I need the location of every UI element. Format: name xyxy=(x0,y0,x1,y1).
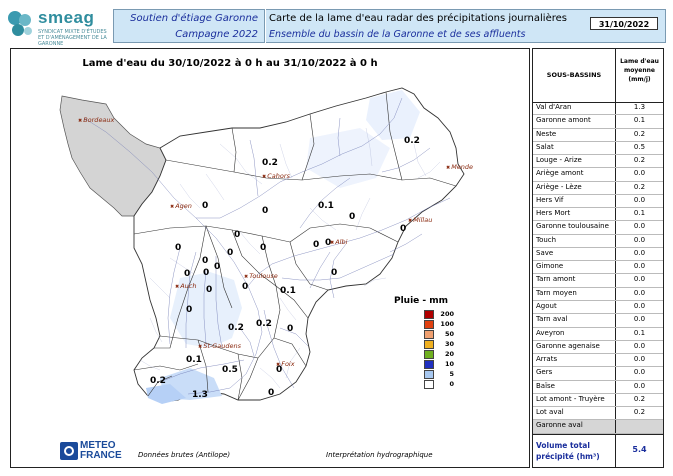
legend-item xyxy=(394,329,454,339)
city-label: ✖ Bordeaux xyxy=(78,116,114,124)
legend-value: 30 xyxy=(444,340,454,348)
map-value: 0.1 xyxy=(318,201,334,211)
legend-swatch xyxy=(424,320,434,329)
subbasin-value: 0.0 xyxy=(633,355,646,364)
campaign-line1: Soutien d'étiage Garonne xyxy=(130,13,258,24)
subbasin-name: Tarn aval xyxy=(536,315,568,324)
map-value: 0 xyxy=(202,256,209,266)
map-value: 0.5 xyxy=(222,365,238,375)
subbasin-value: 0.0 xyxy=(633,288,646,297)
table-row xyxy=(533,235,663,248)
map-value: 1.3 xyxy=(192,390,208,400)
report-title-box xyxy=(266,9,582,43)
table-row xyxy=(533,142,663,155)
rain-legend xyxy=(394,296,454,389)
map-value: 0 xyxy=(325,238,332,248)
subbasin-table xyxy=(532,48,664,468)
subbasin-name: Touch xyxy=(536,235,557,244)
map-value: 0 xyxy=(175,243,182,253)
subbasin-value: 0.2 xyxy=(633,129,646,138)
legend-swatch xyxy=(424,370,434,379)
smeag-logo-icon xyxy=(4,8,36,40)
map-value: 0 xyxy=(276,365,283,375)
map-value: 0.1 xyxy=(186,355,202,365)
subbasin-value: 0.0 xyxy=(633,315,646,324)
report-date: 31/10/2022 xyxy=(590,17,658,30)
city-label: ✖ Millau xyxy=(408,216,432,224)
subbasin-value: 0.2 xyxy=(633,408,646,417)
map-value: 0 xyxy=(234,230,241,240)
map-value: 0 xyxy=(260,243,267,253)
map-value: 0 xyxy=(214,262,221,272)
legend-value: 0 xyxy=(449,380,454,388)
city-label: ✖ Toulouse xyxy=(244,272,278,280)
table-row xyxy=(533,221,663,234)
map-value: 0.1 xyxy=(280,286,296,296)
campaign-line2: Campagne 2022 xyxy=(175,29,258,40)
legend-item xyxy=(394,359,454,369)
map-value: 0 xyxy=(227,248,234,258)
map-value: 0 xyxy=(349,212,356,222)
subbasin-name: Garonne toulousaine xyxy=(536,222,609,231)
legend-swatch xyxy=(424,310,434,319)
report-subtitle: Ensemble du bassin de la Garonne et de ses affluents xyxy=(269,29,526,40)
subbasin-value: 0.5 xyxy=(633,142,646,151)
subbasin-value: 0.0 xyxy=(633,381,646,390)
subbasin-value: 0.0 xyxy=(633,169,646,178)
legend-item xyxy=(394,309,454,319)
map-value: 0.2 xyxy=(256,319,272,329)
legend-item xyxy=(394,369,454,379)
subbasin-name: Salat xyxy=(536,142,554,151)
subbasin-name: Agout xyxy=(536,301,557,310)
subbasin-name: Hers Mort xyxy=(536,209,571,218)
map-value: 0 xyxy=(262,206,269,216)
legend-value: 200 xyxy=(440,310,454,318)
date-strip xyxy=(582,9,666,43)
meteo-line2: FRANCE xyxy=(80,450,122,461)
subbasin-value: 0.2 xyxy=(633,156,646,165)
map-title: Lame d'eau du 30/10/2022 à 0 h au 31/10/2022 à 0 h xyxy=(82,58,378,69)
map-value: 0 xyxy=(206,285,213,295)
subbasin-value: 0.1 xyxy=(633,328,646,337)
meteo-france-logo xyxy=(60,440,130,466)
city-label: ✖ Foix xyxy=(276,360,295,368)
meteo-line1: METEO xyxy=(80,440,116,451)
subbasin-value: 0.0 xyxy=(633,235,646,244)
map-value: 0 xyxy=(268,388,275,398)
legend-item xyxy=(394,319,454,329)
map-value: 0 xyxy=(287,324,294,334)
meteo-france-text xyxy=(80,441,122,461)
table-row xyxy=(533,367,663,380)
legend-item xyxy=(394,379,454,389)
table-row xyxy=(533,248,663,261)
map-value: 0.2 xyxy=(262,158,278,168)
report-title: Carte de la lame d'eau radar des précipitations journalières xyxy=(269,13,567,24)
logo-subtitle: SYNDICAT MIXTE D'ÉTUDES ET D'AMÉNAGEMENT DE LA GARONNE xyxy=(38,29,107,47)
map-value: 0 xyxy=(400,224,407,234)
legend-swatch xyxy=(424,360,434,369)
table-row xyxy=(533,354,663,367)
legend-title: Pluie - mm xyxy=(394,296,449,306)
total-value: 5.4 xyxy=(632,445,647,454)
subbasin-value: 0.0 xyxy=(633,368,646,377)
map-value: 0.2 xyxy=(404,136,420,146)
table-row xyxy=(533,155,663,168)
subbasin-value: 0.0 xyxy=(633,248,646,257)
legend-swatch xyxy=(424,340,434,349)
legend-value: 100 xyxy=(440,320,454,328)
table-row xyxy=(533,208,663,221)
subbasin-name: Lot amont - Truyère xyxy=(536,394,605,403)
campaign-box xyxy=(113,9,265,43)
map-value: 0 xyxy=(184,269,191,279)
subbasin-value: 0.0 xyxy=(633,301,646,310)
basin-map xyxy=(10,48,530,468)
data-source-note: Données brutes (Antilope) xyxy=(138,451,231,459)
map-value: 0 xyxy=(242,282,249,292)
smeag-logo xyxy=(4,6,112,47)
city-label: ✖ Agen xyxy=(170,202,192,210)
table-row xyxy=(533,261,663,274)
subbasin-name: Ariège - Lèze xyxy=(536,182,582,191)
subbasin-name: Ariège amont xyxy=(536,169,584,178)
subbasin-value: 0.0 xyxy=(633,262,646,271)
subbasin-name: Louge - Arize xyxy=(536,156,582,165)
legend-value: 10 xyxy=(444,360,454,368)
table-rows xyxy=(533,102,663,434)
subbasin-value: 0.2 xyxy=(633,394,646,403)
table-row xyxy=(533,407,663,420)
city-label: ✖ St-Gaudens xyxy=(198,342,241,350)
legend-item xyxy=(394,349,454,359)
legend-value: 50 xyxy=(444,330,454,338)
table-row xyxy=(533,168,663,181)
city-label: ✖ Auch xyxy=(175,282,196,290)
logo-name: smeag xyxy=(38,8,95,27)
subbasin-name: Save xyxy=(536,248,554,257)
total-row xyxy=(533,434,663,468)
table-row xyxy=(533,115,663,128)
subbasin-name: Tarn moyen xyxy=(536,288,577,297)
interpretation-note: Interprétation hydrographique xyxy=(326,451,433,459)
city-label: ✖ Albi xyxy=(330,238,347,246)
subbasin-name: Val d'Aran xyxy=(536,103,572,111)
subbasin-value: 0.0 xyxy=(633,222,646,231)
col-subbasins-header: SOUS-BASSINS xyxy=(533,49,616,102)
report-header xyxy=(0,0,673,46)
subbasin-value: 1.3 xyxy=(633,103,646,111)
subbasin-name: Tarn amont xyxy=(536,275,576,284)
map-value: 0.2 xyxy=(150,376,166,386)
subbasin-value: 0.0 xyxy=(633,195,646,204)
map-value: 0 xyxy=(313,240,320,250)
legend-swatch xyxy=(424,380,434,389)
table-row xyxy=(533,288,663,301)
subbasin-name: Garonne amont xyxy=(536,116,591,125)
subbasin-name: Hers Vif xyxy=(536,195,564,204)
subbasin-name: Lot aval xyxy=(536,408,564,417)
meteo-france-icon xyxy=(60,442,78,460)
table-row xyxy=(533,195,663,208)
subbasin-name: Gers xyxy=(536,368,553,377)
subbasin-value: 0.2 xyxy=(633,182,646,191)
city-label: ✖ Mende xyxy=(446,163,473,171)
map-value: 0 xyxy=(186,305,193,315)
subbasin-name: Arrats xyxy=(536,355,558,364)
table-row xyxy=(533,341,663,354)
table-row xyxy=(533,394,663,407)
subbasin-value: 0.1 xyxy=(633,209,646,218)
legend-value: 5 xyxy=(449,370,454,378)
table-header xyxy=(533,49,663,103)
table-row xyxy=(533,129,663,142)
map-value: 0 xyxy=(202,201,209,211)
table-row xyxy=(533,314,663,327)
subbasin-name: Baïse xyxy=(536,381,555,390)
table-row xyxy=(533,381,663,394)
subbasin-name: Garonne aval xyxy=(536,421,583,430)
col-mean-depth-header: Lame d'eau moyenne (mm/j) xyxy=(620,58,659,83)
subbasin-name: Gimone xyxy=(536,262,564,271)
city-label: ✖ Cahors xyxy=(262,172,290,180)
table-row xyxy=(533,420,663,433)
subbasin-value: 0.1 xyxy=(633,116,646,125)
subbasin-value: 0.0 xyxy=(633,275,646,284)
table-row xyxy=(533,328,663,341)
subbasin-name: Aveyron xyxy=(536,328,565,337)
table-row xyxy=(533,182,663,195)
legend-item xyxy=(394,339,454,349)
subbasin-name: Garonne agenaise xyxy=(536,341,600,350)
table-row xyxy=(533,102,663,115)
table-row xyxy=(533,301,663,314)
map-value: 0 xyxy=(331,268,338,278)
legend-swatch xyxy=(424,350,434,359)
subbasin-name: Neste xyxy=(536,129,557,138)
subbasin-value: 0.0 xyxy=(633,341,646,350)
map-value: 0.2 xyxy=(228,323,244,333)
legend-value: 20 xyxy=(444,350,454,358)
legend-swatch xyxy=(424,330,434,339)
total-label: Volume total précipité (hm³) xyxy=(536,441,600,461)
map-value: 0 xyxy=(203,268,210,278)
table-row xyxy=(533,274,663,287)
